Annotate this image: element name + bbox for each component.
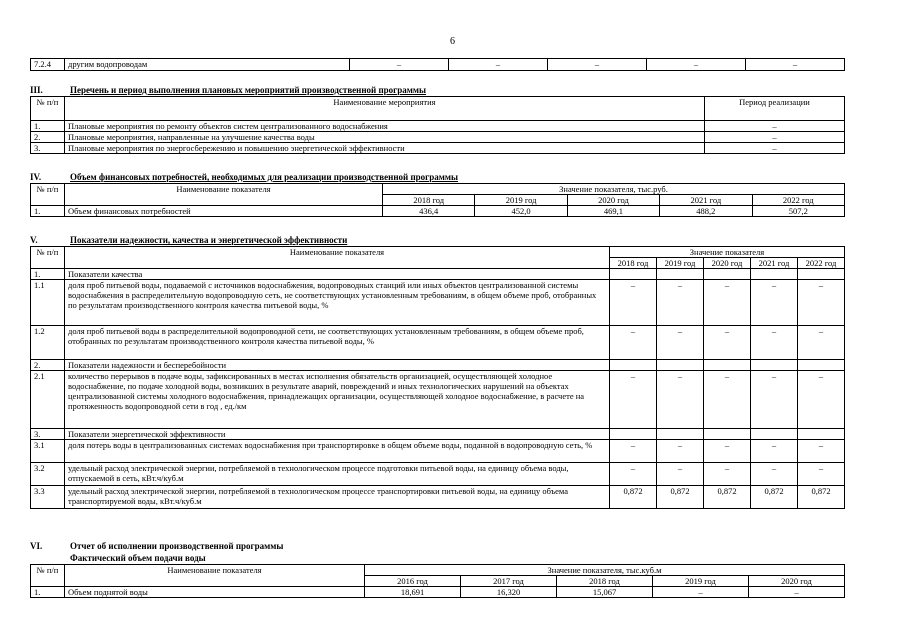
year-header: 2018 год (383, 195, 475, 206)
value-cell: 0,872 (610, 486, 657, 509)
period-cell: – (705, 132, 845, 143)
row-number: 3. (31, 143, 65, 154)
value-cell: – (449, 59, 548, 71)
table-row (31, 440, 845, 463)
value-cell: – (610, 280, 657, 326)
row-number: 1.2 (31, 326, 65, 360)
col-number-header: № п/п (31, 184, 65, 206)
section-number: IV. (30, 172, 42, 182)
section-heading (30, 171, 845, 183)
col-name-header: Наименование показателя (65, 565, 365, 587)
row-number: 1. (31, 121, 65, 132)
continuation-table (30, 58, 845, 71)
table-row (31, 206, 845, 217)
value-cell: 0,872 (798, 486, 845, 509)
year-header: 2022 год (752, 195, 844, 206)
group-name: Показатели надежности и бесперебойности (65, 360, 610, 371)
year-header: 2016 год (365, 576, 461, 587)
value-cell: – (751, 326, 798, 360)
value-cell: – (751, 371, 798, 429)
year-header: 2017 год (461, 576, 557, 587)
table-row (31, 143, 845, 154)
value-cell: – (704, 440, 751, 463)
value-cell: – (350, 59, 449, 71)
value-cell: – (704, 371, 751, 429)
row-number: 3.3 (31, 486, 65, 509)
section-3 (30, 84, 845, 154)
group-row (31, 360, 845, 371)
value-cell: – (657, 326, 704, 360)
section-heading (30, 540, 845, 552)
section-title: Показатели надежности, качества и энергетической эффективности (70, 235, 348, 245)
col-name-header: Наименование мероприятия (65, 97, 705, 121)
table-header (31, 247, 845, 258)
value-cell: – (704, 326, 751, 360)
table-row (31, 486, 845, 509)
value-cell: 469,1 (567, 206, 659, 217)
col-number-header: № п/п (31, 247, 65, 269)
period-cell: – (705, 143, 845, 154)
row-name: доля потерь воды в централизованных системах водоснабжения при транспортировке в общем объеме воды, поданной в водопроводную сеть, % (65, 440, 610, 463)
year-header: 2020 год (567, 195, 659, 206)
value-cell: – (610, 371, 657, 429)
value-cell: 16,320 (461, 587, 557, 598)
value-cell: 15,067 (557, 587, 653, 598)
subtitle-text: Фактический объем подачи воды (70, 553, 206, 563)
section-title: Отчет об исполнении производственной программы (70, 541, 284, 551)
value-cell: – (751, 280, 798, 326)
value-cell: – (798, 326, 845, 360)
row-name: другим водопроводам (65, 59, 350, 71)
row-name: доля проб питьевой воды, подаваемой с источников водоснабжения, водопроводных станций или иных объектов централизованной системы водоснабжения в распределительную водопроводную сеть, не соответствующих установленным требованиям, в общем объеме проб, отобранных по результатам производственного контроля качества питьевой воды, % (65, 280, 610, 326)
row-number: 3. (31, 429, 65, 440)
value-cell: – (704, 280, 751, 326)
table-header (31, 184, 845, 195)
page-number: 6 (450, 36, 455, 47)
value-cell: – (704, 463, 751, 486)
value-cell: – (657, 371, 704, 429)
value-cell: – (798, 280, 845, 326)
value-cell: – (657, 463, 704, 486)
row-number: 3.2 (31, 463, 65, 486)
water-supply-table (30, 564, 845, 598)
indicators-table (30, 246, 845, 509)
row-name: удельный расход электрической энергии, потребляемой в технологическом процессе подготовки питьевой воды, на единицу объема воды, отпускаемой в сеть, кВт.ч/куб.м (65, 463, 610, 486)
table-header (31, 565, 845, 576)
row-number: 2.1 (31, 371, 65, 429)
value-cell: – (751, 463, 798, 486)
table-row (31, 326, 845, 360)
col-period-header: Период реализации (705, 97, 845, 121)
year-header: 2018 год (557, 576, 653, 587)
row-number: 7.2.4 (31, 59, 65, 71)
value-cell: 436,4 (383, 206, 475, 217)
row-number: 1.1 (31, 280, 65, 326)
row-name: удельный расход электрической энергии, потребляемой в технологическом процессе транспортировки питьевой воды, на единицу объема транспортируемой воды, кВт.ч/куб.м (65, 486, 610, 509)
value-cell: – (548, 59, 647, 71)
value-cell: – (610, 326, 657, 360)
row-number: 1. (31, 587, 65, 598)
year-header: 2019 год (653, 576, 749, 587)
section-4 (30, 171, 845, 217)
section-title: Объем финансовых потребностей, необходимых для реализации производственной программы (70, 172, 459, 182)
col-name-header: Наименование показателя (65, 184, 383, 206)
value-cell: – (610, 440, 657, 463)
table-row (31, 121, 845, 132)
section-5 (30, 234, 845, 509)
table-row (31, 132, 845, 143)
value-cell: 452,0 (475, 206, 567, 217)
value-cell: – (798, 371, 845, 429)
value-cell: – (647, 59, 746, 71)
table-row (31, 587, 845, 598)
group-name: Показатели энергетической эффективности (65, 429, 610, 440)
row-name: доля проб питьевой воды в распределительной водопроводной сети, не соответствующих установленным требованиям, в общем объеме проб, отобранных по результатам производственного контроля качества питьевой воды, % (65, 326, 610, 360)
value-cell: – (798, 463, 845, 486)
col-number-header: № п/п (31, 565, 65, 587)
year-header: 2021 год (660, 195, 752, 206)
value-cell: – (610, 463, 657, 486)
table-row (31, 463, 845, 486)
value-cell: – (798, 440, 845, 463)
year-header: 2019 год (475, 195, 567, 206)
value-cell: 0,872 (657, 486, 704, 509)
row-name: Плановые мероприятия по энергосбережению и повышению энергетической эффективности (65, 143, 705, 154)
value-cell: – (657, 440, 704, 463)
year-header: 2021 год (751, 258, 798, 269)
table-row (31, 280, 845, 326)
value-cell: 507,2 (752, 206, 844, 217)
row-name: Объем поднятой воды (65, 587, 365, 598)
year-header: 2019 год (657, 258, 704, 269)
value-cell: – (746, 59, 845, 71)
section-title: Перечень и период выполнения плановых мероприятий производственной программы (70, 85, 427, 95)
group-row (31, 429, 845, 440)
col-value-header: Значение показателя, тыс.куб.м (365, 565, 845, 576)
col-name-header: Наименование показателя (65, 247, 610, 269)
value-cell: – (751, 440, 798, 463)
row-name: Объем финансовых потребностей (65, 206, 383, 217)
row-number: 1. (31, 206, 65, 217)
row-number: 2. (31, 360, 65, 371)
section-number: VI. (30, 541, 43, 551)
year-header: 2022 год (798, 258, 845, 269)
period-cell: – (705, 121, 845, 132)
col-value-header: Значение показателя (610, 247, 845, 258)
group-name: Показатели качества (65, 269, 610, 280)
section-heading (30, 84, 845, 96)
value-cell: – (657, 280, 704, 326)
section-number: III. (30, 85, 43, 95)
section-6 (30, 540, 845, 598)
row-number: 1. (31, 269, 65, 280)
row-number: 2. (31, 132, 65, 143)
year-header: 2020 год (704, 258, 751, 269)
year-header: 2018 год (610, 258, 657, 269)
section-heading (30, 234, 845, 246)
row-number: 3.1 (31, 440, 65, 463)
table-row (31, 371, 845, 429)
section-number: V. (30, 235, 38, 245)
value-cell: 0,872 (704, 486, 751, 509)
value-cell: 0,872 (751, 486, 798, 509)
value-cell: – (653, 587, 749, 598)
section-subtitle (30, 552, 845, 564)
finance-table (30, 183, 845, 217)
value-cell: 488,2 (660, 206, 752, 217)
row-name: Плановые мероприятия, направленные на улучшение качества воды (65, 132, 705, 143)
activities-table (30, 96, 845, 154)
group-row (31, 269, 845, 280)
value-cell: 18,691 (365, 587, 461, 598)
table-row (31, 59, 845, 71)
col-number-header: № п/п (31, 97, 65, 121)
year-header: 2020 год (749, 576, 845, 587)
table-header (31, 97, 845, 121)
row-name: количество перерывов в подаче воды, зафиксированных в местах исполнения обязательств организацией, осуществляющей холодное водоснабжение, по подаче холодной воды, возникших в результате аварий, повреждений и иных технологических нарушений на объектах централизованной системы холодного водоснабжения, принадлежащих организации, осуществляющей холодное водоснабжение, в расчете на протяженность водопроводной сети в год , ед./км (65, 371, 610, 429)
value-cell: – (749, 587, 845, 598)
col-value-header: Значение показателя, тыс.руб. (383, 184, 845, 195)
row-name: Плановые мероприятия по ремонту объектов систем централизованного водоснабжения (65, 121, 705, 132)
